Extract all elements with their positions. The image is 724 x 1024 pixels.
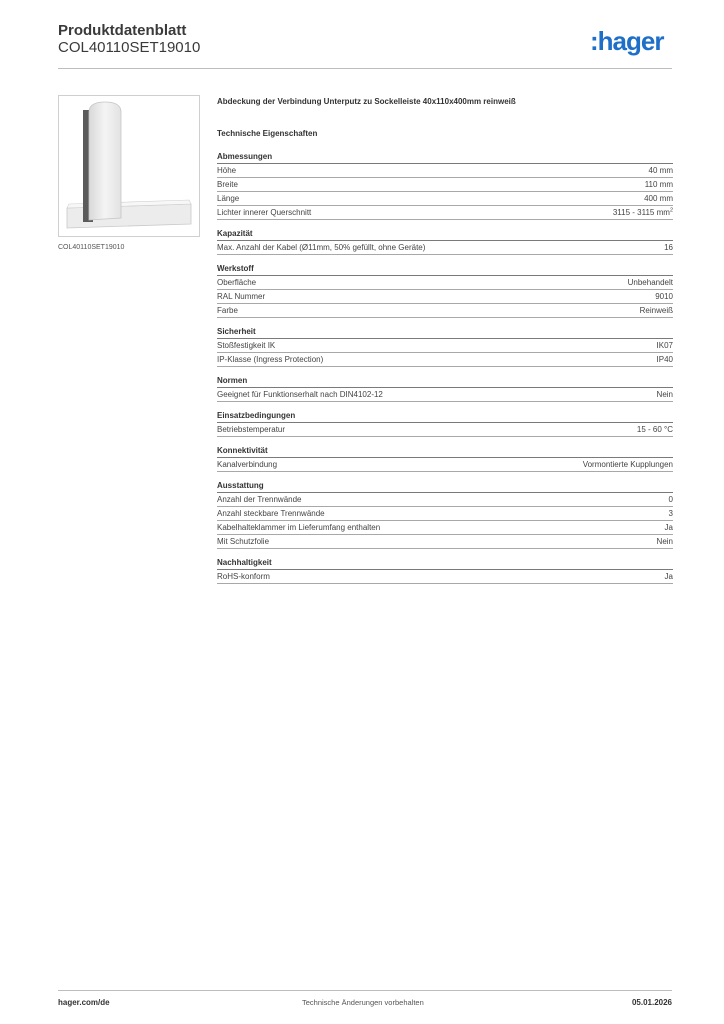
spec-value: IP40 — [656, 355, 673, 364]
spec-value: 40 mm — [648, 166, 673, 175]
product-description: Abdeckung der Verbindung Unterputz zu Sockelleiste 40x110x400mm reinweiß — [217, 97, 516, 106]
spec-label: Anzahl steckbare Trennwände — [217, 509, 325, 518]
section-title: Werkstoff — [217, 262, 673, 276]
spec-value-cell — [669, 507, 673, 520]
spec-row — [217, 178, 673, 192]
spec-value-cell — [645, 178, 673, 191]
spec-value-cell — [613, 206, 673, 219]
spec-label: Länge — [217, 194, 240, 203]
section-title: Ausstattung — [217, 479, 673, 493]
spec-value-cell — [640, 304, 673, 317]
spec-label: Lichter innerer Querschnitt — [217, 208, 312, 217]
spec-row — [217, 535, 673, 549]
spec-value-cell — [657, 388, 673, 401]
spec-row — [217, 192, 673, 206]
spec-value-cell — [664, 241, 673, 254]
spec-row — [217, 423, 673, 437]
section-title: Abmessungen — [217, 150, 673, 164]
unit-superscript: 2 — [669, 207, 673, 214]
spec-value-cell — [637, 423, 673, 436]
spec-section — [217, 325, 673, 367]
header-divider — [58, 68, 672, 69]
spec-label: Oberfläche — [217, 278, 257, 287]
spec-value-cell — [583, 458, 673, 471]
spec-value: 9010 — [655, 292, 673, 301]
spec-label: Betriebstemperatur — [217, 425, 286, 434]
footer-date: 05.01.2026 — [631, 998, 672, 1007]
section-title: Kapazität — [217, 227, 673, 241]
product-image — [58, 95, 200, 237]
spec-value: 16 — [664, 243, 673, 252]
section-title: Sicherheit — [217, 325, 673, 339]
spec-value-cell — [657, 339, 673, 352]
spec-section — [217, 374, 673, 402]
hager-logo: :hager — [590, 26, 664, 56]
spec-label: Mit Schutzfolie — [217, 537, 270, 546]
spec-section — [217, 150, 673, 220]
spec-row — [217, 206, 673, 220]
section-title: Nachhaltigkeit — [217, 556, 673, 570]
spec-section — [217, 479, 673, 549]
spec-value-cell — [665, 570, 673, 583]
spec-value: Unbehandelt — [627, 278, 673, 287]
spec-value-cell — [628, 276, 673, 289]
spec-value: Ja — [664, 572, 673, 581]
technical-properties-heading: Technische Eigenschaften — [217, 129, 318, 138]
footer-website[interactable]: hager.com/de — [58, 998, 110, 1007]
section-title: Konnektivität — [217, 444, 673, 458]
spec-value: Vormontierte Kupplungen — [582, 460, 673, 469]
spec-value: Nein — [656, 390, 673, 399]
spec-value-cell — [657, 535, 673, 548]
footer-divider — [58, 990, 672, 991]
spec-section — [217, 262, 673, 318]
spec-label: IP-Klasse (Ingress Protection) — [217, 355, 324, 364]
spec-value-cell — [644, 192, 673, 205]
spec-row — [217, 570, 673, 584]
spec-label: Kabelhalteklammer im Lieferumfang enthalten — [217, 523, 381, 532]
spec-label: Geeignet für Funktionserhalt nach DIN4102-12 — [217, 390, 383, 399]
spec-value: IK07 — [656, 341, 673, 350]
spec-value: Nein — [656, 537, 673, 546]
spec-value-cell — [657, 353, 673, 366]
spec-row — [217, 241, 673, 255]
product-code-subtitle: COL40110SET19010 — [58, 39, 201, 56]
spec-label: Kanalverbindung — [217, 460, 278, 469]
spec-row — [217, 521, 673, 535]
spec-value: Reinweiß — [639, 306, 673, 315]
spec-value: 3 — [668, 509, 673, 518]
spec-value: Ja — [664, 523, 673, 532]
spec-row — [217, 164, 673, 178]
section-title: Einsatzbedingungen — [217, 409, 673, 423]
image-caption: COL40110SET19010 — [58, 244, 125, 251]
spec-row — [217, 276, 673, 290]
spec-section — [217, 409, 673, 437]
spec-label: Stoßfestigkeit IK — [217, 341, 276, 350]
spec-section — [217, 227, 673, 255]
spec-row — [217, 388, 673, 402]
spec-value-cell — [665, 521, 673, 534]
spec-value: 0 — [668, 495, 673, 504]
spec-label: Farbe — [217, 306, 238, 315]
spec-label: RAL Nummer — [217, 292, 266, 301]
spec-label: Anzahl der Trennwände — [217, 495, 302, 504]
spec-value: 110 mm — [644, 180, 673, 189]
spec-label: Höhe — [217, 166, 237, 175]
spec-sections — [217, 150, 673, 584]
spec-value: 15 - 60 °C — [636, 425, 673, 434]
spec-row — [217, 353, 673, 367]
spec-row — [217, 507, 673, 521]
spec-label: RoHS-konform — [217, 572, 270, 581]
product-image-drawing — [59, 96, 199, 236]
footer-note: Technische Änderungen vorbehalten — [302, 998, 424, 1007]
specifications-panel — [217, 96, 673, 591]
spec-value-cell — [649, 164, 673, 177]
spec-row — [217, 458, 673, 472]
spec-section — [217, 556, 673, 584]
spec-label: Breite — [217, 180, 238, 189]
spec-section — [217, 444, 673, 472]
spec-label: Max. Anzahl der Kabel (Ø11mm, 50% gefüllt, ohne Geräte) — [217, 243, 426, 252]
spec-row — [217, 290, 673, 304]
spec-value-cell — [655, 290, 673, 303]
spec-row — [217, 493, 673, 507]
spec-value-cell — [669, 493, 673, 506]
spec-value: 3115 - 3115 mm — [612, 208, 670, 217]
spec-row — [217, 304, 673, 318]
spec-row — [217, 339, 673, 353]
page-title: Produktdatenblatt — [58, 22, 187, 39]
section-title: Normen — [217, 374, 673, 388]
spec-value: 400 mm — [644, 194, 673, 203]
